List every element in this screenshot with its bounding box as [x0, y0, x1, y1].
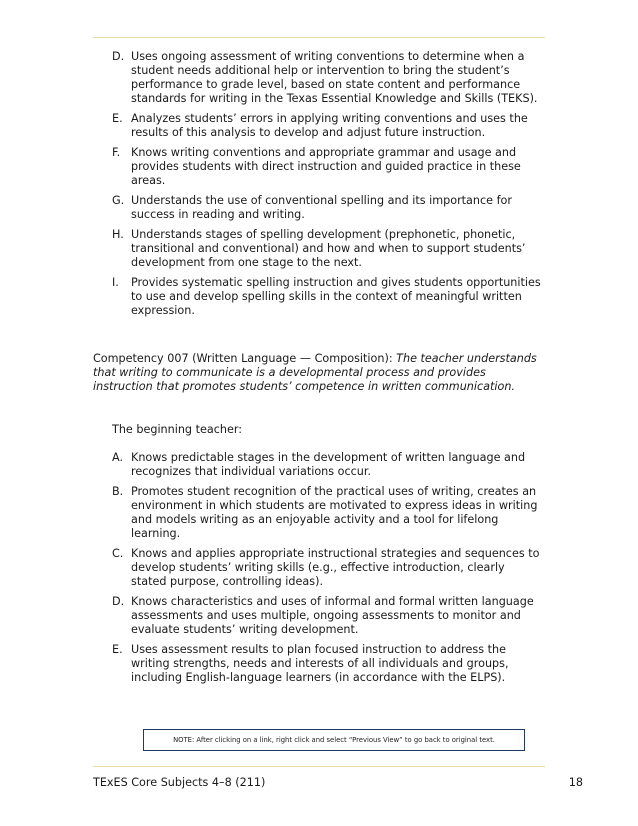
list-item-letter: G.	[112, 194, 125, 207]
competency-006-list-continued	[112, 50, 542, 324]
list-item-letter: B.	[112, 485, 124, 498]
header-rule	[93, 37, 545, 38]
list-item	[112, 485, 542, 541]
list-item	[112, 451, 542, 479]
list-item	[112, 547, 542, 589]
list-item-text: Knows writing conventions and appropriate grammar and usage and provides students with direct instruction and guided practice in these areas.	[131, 146, 521, 187]
list-item-text: Knows characteristics and uses of informal and formal written language assessments and uses multiple, ongoing assessments to monitor and evaluate students’ writing development.	[131, 595, 534, 636]
list-item-letter: C.	[112, 547, 124, 560]
beginning-teacher-label: The beginning teacher:	[112, 423, 243, 436]
list-item	[112, 50, 542, 106]
list-item-letter: A.	[112, 451, 124, 464]
list-item-letter: H.	[112, 228, 124, 241]
list-item	[112, 194, 542, 222]
footer-rule	[93, 766, 545, 767]
competency-label: Competency 007 (Written Language — Composition):	[93, 352, 397, 365]
list-item-text: Uses ongoing assessment of writing conventions to determine when a student needs additional help or intervention to bring the student’s performance to grade level, based on state content and performance standards for writing in the Texas Essential Knowledge and Skills (TEKS).	[131, 50, 538, 105]
navigation-note-box: NOTE: After clicking on a link, right click and select “Previous View” to go back to original text.	[143, 729, 525, 751]
list-item	[112, 643, 542, 685]
list-item-text: Promotes student recognition of the practical uses of writing, creates an environment in which students are motivated to express ideas in writing and models writing as an enjoyable activity and a tool for lifelong learning.	[131, 485, 538, 540]
list-item-text: Analyzes students’ errors in applying writing conventions and uses the results of this analysis to develop and adjust future instruction.	[131, 112, 528, 139]
list-item	[112, 146, 542, 188]
footer-title: TExES Core Subjects 4–8 (211)	[93, 776, 266, 789]
list-item-text: Uses assessment results to plan focused instruction to address the writing strengths, needs and interests of all individuals and groups, including English-language learners (in accordance with the ELPS).	[131, 643, 509, 684]
list-item-letter: D.	[112, 595, 125, 608]
list-item-letter: F.	[112, 146, 121, 159]
page-number: 18	[568, 776, 583, 789]
list-item	[112, 276, 542, 318]
competency-007-list	[112, 451, 542, 691]
list-item	[112, 595, 542, 637]
list-item-letter: D.	[112, 50, 125, 63]
competency-description: The teacher understands that writing to communicate is a developmental process and provides instruction that promotes students’ competence in written communication.	[93, 352, 537, 393]
list-item-text: Provides systematic spelling instruction and gives students opportunities to use and develop spelling skills in the context of meaningful written expression.	[131, 276, 541, 317]
list-item-text: Understands the use of conventional spelling and its importance for success in reading and writing.	[131, 194, 512, 221]
list-item	[112, 112, 542, 140]
list-item-text: Knows predictable stages in the development of written language and recognizes that individual variations occur.	[131, 451, 526, 478]
list-item-letter: E.	[112, 643, 123, 656]
list-item-text: Knows and applies appropriate instructional strategies and sequences to develop students’ writing skills (e.g., effective introduction, clearly stated purpose, controlling ideas).	[131, 547, 540, 588]
list-item-text: Understands stages of spelling development (prephonetic, phonetic, transitional and conventional) and how and when to support students’ development from one stage to the next.	[131, 228, 526, 269]
list-item-letter: E.	[112, 112, 123, 125]
competency-heading	[93, 352, 538, 394]
list-item	[112, 228, 542, 270]
list-item-letter: I.	[112, 276, 119, 289]
